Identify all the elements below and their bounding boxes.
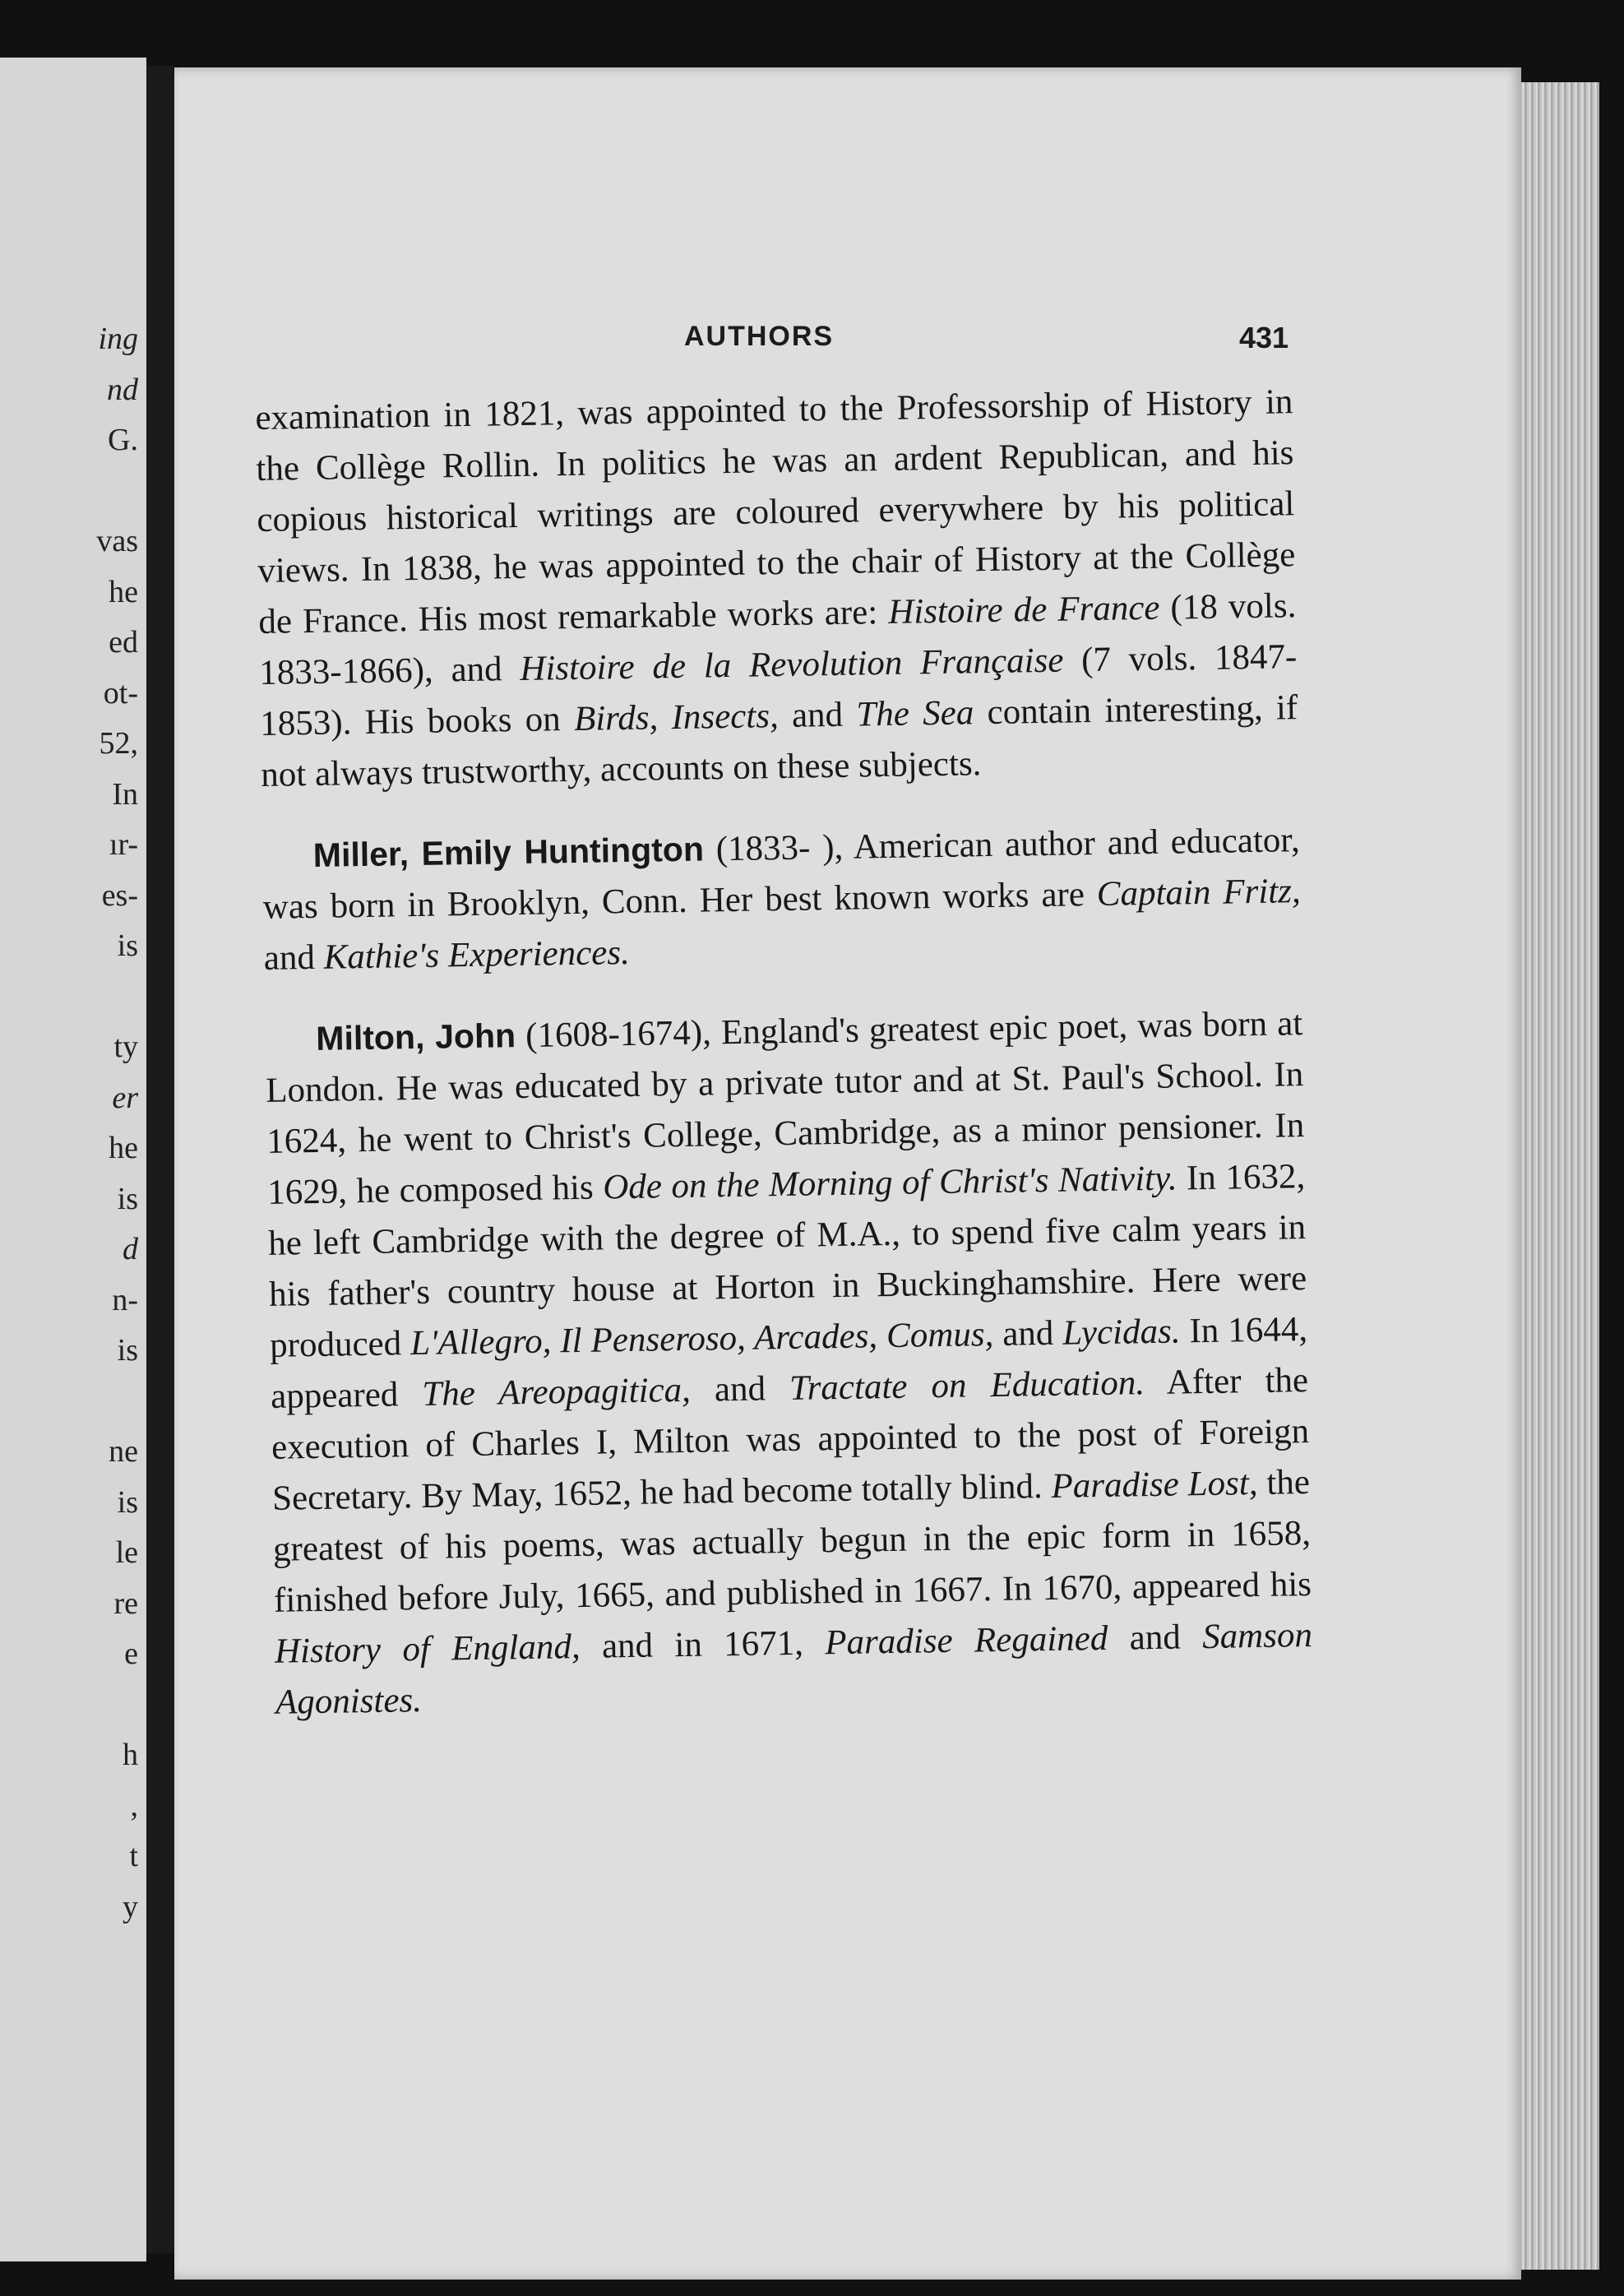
- text-run: In 1632, he left Cambridge with the degree of M.A., to spend five calm years in his father's country house at Horton in Buckinghamshire. Here were produced: [267, 1157, 1307, 1365]
- italic-title: Captain Fritz,: [1096, 872, 1302, 914]
- italic-title: Paradise Regained: [824, 1618, 1108, 1663]
- text-run: and in 1671,: [580, 1623, 826, 1666]
- facing-page-fragment: ed: [109, 625, 138, 660]
- italic-title: Ode on the Morning of Christ's Nativity.: [602, 1159, 1178, 1207]
- page-number: 431: [1239, 321, 1289, 354]
- facing-page-fragment: es-: [101, 877, 138, 913]
- facing-page-fragment: n-: [112, 1282, 138, 1317]
- italic-title: Tractate on Education.: [789, 1363, 1145, 1408]
- italic-title: History of England,: [274, 1627, 581, 1671]
- text-run: In 1644, appeared: [270, 1310, 1308, 1416]
- page-header: [174, 314, 1521, 363]
- text-run: (7 vols. 1847-1853). His books on: [259, 637, 1298, 743]
- facing-page-fragment: t: [129, 1839, 138, 1873]
- facing-page-fragment: In: [112, 776, 138, 812]
- facing-page-fragment: ,: [130, 1788, 138, 1823]
- italic-title: Histoire de la Revolution Française: [519, 641, 1064, 688]
- facing-page-fragment: h: [123, 1738, 138, 1772]
- facing-page-fragment: is: [117, 928, 138, 963]
- text-run: and: [690, 1368, 790, 1410]
- facing-page-fragment: e: [124, 1636, 138, 1671]
- entry-headword: Milton, John: [315, 1016, 516, 1058]
- italic-title: Birds, Insects,: [573, 697, 780, 738]
- page-edges: [1521, 82, 1599, 2270]
- italic-title: Samson Agonistes.: [275, 1615, 1313, 1722]
- text-run: and: [1107, 1618, 1203, 1658]
- italic-title: Paradise Lost,: [1051, 1464, 1258, 1506]
- facing-page-fragment: d: [123, 1232, 138, 1266]
- italic-title: Lycidas.: [1062, 1312, 1181, 1353]
- facing-page-fragment: is: [117, 1484, 138, 1520]
- text-run: and: [778, 695, 857, 736]
- facing-page-fragment: he: [109, 1131, 138, 1165]
- facing-page-fragments: [0, 58, 146, 2261]
- facing-page-fragment: re: [113, 1585, 138, 1621]
- facing-page-fragment: ne: [109, 1434, 138, 1469]
- italic-title: Kathie's Experiences.: [323, 933, 631, 977]
- facing-page-fragment: ty: [113, 1030, 138, 1064]
- italic-title: The Sea: [856, 693, 974, 734]
- text-run: contain interesting, if not always trustworthy, accounts on these subjects.: [260, 688, 1298, 794]
- facing-page: [0, 58, 146, 2261]
- facing-page-fragment: he: [109, 574, 138, 609]
- page-body: [255, 377, 1313, 1729]
- book-page: [174, 67, 1521, 2280]
- text-run: the greatest of his poems, was actually begun in the epic form in 1658, finished before July, 1665, and published in 1667. In 1670, appeared his: [272, 1463, 1312, 1620]
- facing-page-fragment: is: [117, 1333, 138, 1368]
- entry-michelet-continued: [255, 377, 1299, 801]
- facing-page-fragment: nd: [107, 372, 138, 407]
- facing-page-fragment: 52,: [99, 726, 138, 761]
- italic-title: The Areopagitica,: [422, 1370, 692, 1414]
- entry-milton: [265, 998, 1313, 1729]
- facing-page-fragment: le: [115, 1535, 138, 1570]
- running-head: AUTHORS: [684, 321, 835, 352]
- text-run: American author and educator, was born in Brooklyn, Conn. Her best known works are: [262, 821, 1301, 927]
- facing-page-fragment: ır-: [109, 827, 138, 862]
- italic-title: Histoire de France: [887, 588, 1160, 632]
- entry-dates: (1608-1674),: [515, 1013, 722, 1056]
- entry-dates: (1833- ),: [703, 827, 854, 869]
- facing-page-fragment: vas: [96, 524, 138, 558]
- text-run: examination in 1821, was appointed to the Professorship of History in the Collège Rollin. In politics he was an ardent Republican, and his copious historical writings are coloured everywhere by his political views. In 1838, he was appointed to the chair of History at the Collège de France. His most remarkable works are:: [255, 382, 1296, 641]
- italic-title: L'Allegro, Il Penseroso, Arcades, Comus,: [409, 1315, 994, 1363]
- facing-page-fragment: er: [112, 1080, 138, 1115]
- text-run: and: [263, 937, 325, 978]
- text-run: After the execution of Charles I, Milton was appointed to the post of Foreign Secretary. By May, 1652, he had become totally blind.: [271, 1361, 1310, 1518]
- text-run: (18 vols. 1833-1866), and: [258, 586, 1297, 692]
- facing-page-fragment: ing: [98, 322, 138, 356]
- text-run: England's greatest epic poet, was born at London. He was educated by a private tutor and at St. Paul's School. In 1624, he went to Christ's College, Cambridge, as a minor pensioner. In 1629, he composed his: [265, 1004, 1305, 1212]
- entry-headword: Miller, Emily Huntington: [312, 830, 705, 874]
- facing-page-fragment: ot-: [103, 675, 138, 711]
- book-gutter: [146, 66, 174, 2253]
- facing-page-fragment: y: [123, 1889, 138, 1924]
- text-run: and: [992, 1313, 1063, 1354]
- facing-page-fragment: is: [117, 1181, 138, 1216]
- entry-miller: [261, 814, 1302, 984]
- facing-page-fragment: G.: [108, 423, 138, 457]
